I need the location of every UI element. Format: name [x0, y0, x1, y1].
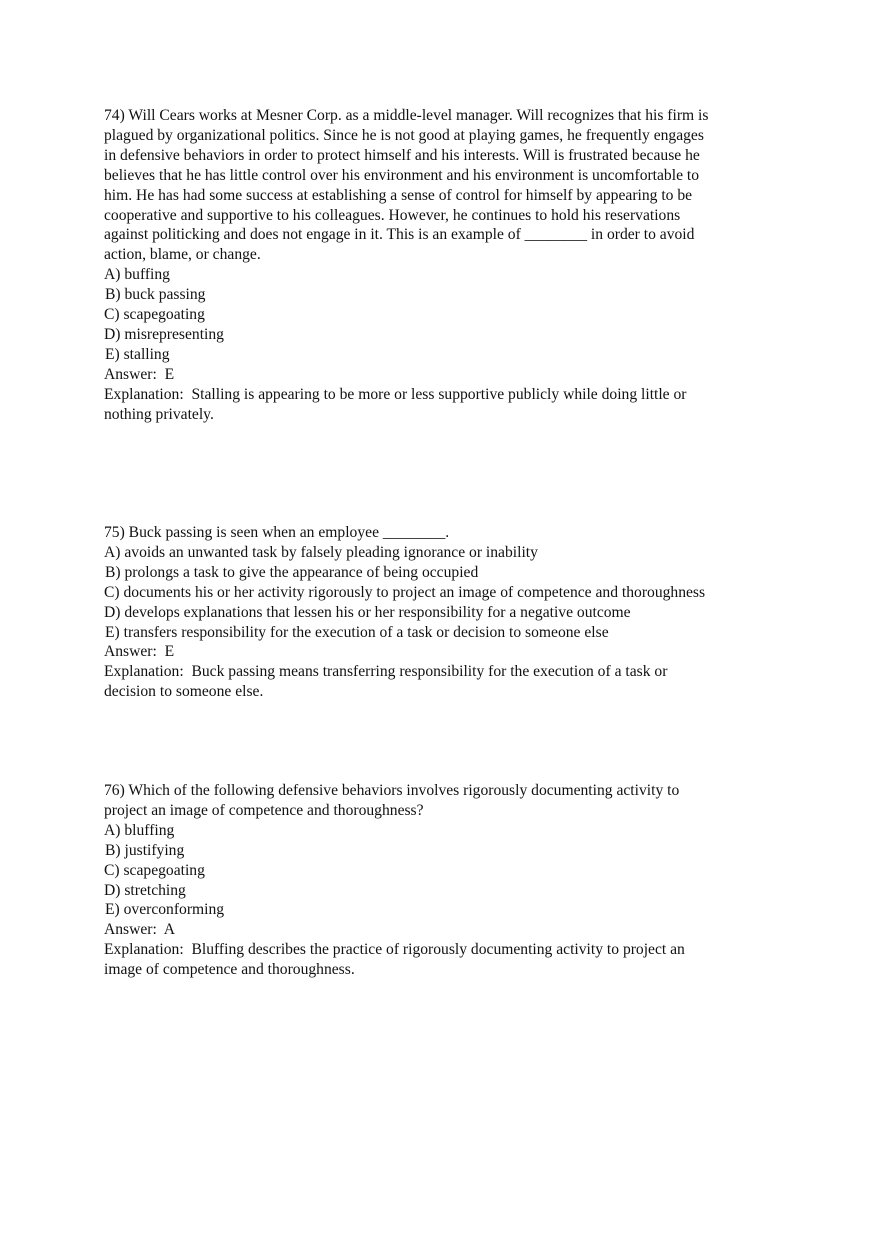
- question-stem-line: plagued by organizational politics. Since he is not good at playing games, he frequently engages: [104, 126, 704, 144]
- explanation-line: Explanation: Stalling is appearing to be more or less supportive publicly while doing little or: [104, 385, 687, 403]
- explanation-line: nothing privately.: [104, 405, 214, 423]
- explanation-line: decision to someone else.: [104, 683, 264, 701]
- answer-option-e: E) stalling: [105, 345, 170, 363]
- question-stem-line: 75) Buck passing is seen when an employee ________.: [104, 524, 450, 541]
- answer-key: Answer: E: [104, 365, 175, 383]
- question-stem-line: him. He has had some success at establishing a sense of control for himself by appearing to be: [104, 186, 693, 204]
- answer-option-d: D) develops explanations that lessen his or her responsibility for a negative outcome: [104, 603, 631, 621]
- question-stem-line: action, blame, or change.: [104, 246, 261, 264]
- question-74: [104, 106, 794, 425]
- answer-option-c: C) documents his or her activity rigorously to project an image of competence and thoroughness: [104, 583, 706, 601]
- answer-key: Answer: E: [104, 643, 175, 661]
- question-75: [104, 523, 794, 702]
- question-stem-line: against politicking and does not engage in it. This is an example of ________ in order to avoid: [104, 226, 695, 244]
- answer-option-c: C) scapegoating: [104, 861, 205, 879]
- question-stem-line: project an image of competence and thoroughness?: [104, 801, 424, 819]
- answer-option-b: B) prolongs a task to give the appearance of being occupied: [105, 563, 479, 581]
- explanation-line: Explanation: Bluffing describes the practice of rigorously documenting activity to project an: [104, 941, 685, 959]
- answer-option-e: E) transfers responsibility for the execution of a task or decision to someone else: [105, 623, 609, 641]
- answer-option-e: E) overconforming: [105, 901, 225, 919]
- answer-option-d: D) misrepresenting: [104, 325, 224, 343]
- question-stem-line: cooperative and supportive to his colleagues. However, he continues to hold his reservations: [104, 206, 681, 224]
- answer-option-a: A) avoids an unwanted task by falsely pleading ignorance or inability: [104, 543, 538, 561]
- question-stem-line: 74) Will Cears works at Mesner Corp. as a middle-level manager. Will recognizes that his firm is: [104, 107, 709, 124]
- answer-option-b: B) justifying: [105, 841, 185, 859]
- answer-option-c: C) scapegoating: [104, 306, 205, 324]
- question-stem-line: believes that he has little control over his environment and his environment is uncomfortable to: [104, 166, 700, 184]
- question-stem-line: in defensive behaviors in order to protect himself and his interests. Will is frustrated because he: [104, 146, 700, 164]
- answer-option-d: D) stretching: [104, 881, 186, 899]
- explanation-line: Explanation: Buck passing means transferring responsibility for the execution of a task or: [104, 663, 668, 681]
- answer-key: Answer: A: [104, 921, 176, 939]
- answer-option-a: A) buffing: [104, 266, 170, 284]
- question-stem-line: 76) Which of the following defensive behaviors involves rigorously documenting activity to: [104, 782, 680, 799]
- answer-option-a: A) bluffing: [104, 821, 175, 839]
- question-76: [104, 781, 794, 980]
- answer-option-b: B) buck passing: [105, 286, 206, 304]
- explanation-line: image of competence and thoroughness.: [104, 961, 355, 979]
